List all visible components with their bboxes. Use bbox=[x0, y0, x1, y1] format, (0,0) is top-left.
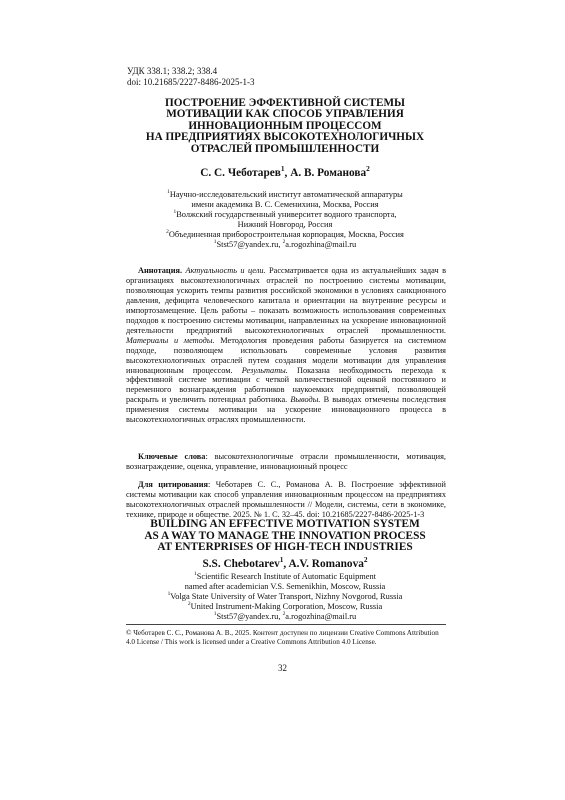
keywords-ru bbox=[126, 452, 446, 472]
email-link[interactable]: Stst57@yandex.ru bbox=[216, 239, 279, 249]
abstract-text: Показана необходимость перехода к эффективной системе мотивации с четкой количественной оценкой постоянного и переменного вознаграждения работников наукоемких предприятий, позволяющей раскрыть и увеличить потенциал работника. bbox=[126, 365, 446, 405]
authors-ru bbox=[120, 164, 450, 179]
affiliation-mark: 1 bbox=[167, 189, 170, 196]
email-mark: 2 bbox=[282, 238, 286, 245]
abstract-text: Рассматривается одна из актуальнейших задач в организациях высокотехнологичных отраслей по построению системы мотивации, позволяющая ускорить темпы развития российской экономики в условиях санкционного давления, дефицита человеческого капитала и ориентации на внутренние ресурсы и импортозамещение. Цель работы – показать возможность использования современных подходов к построению системы мотивации, направленных на ускорение инновационной деятельности предприятий высокотехнологичных отраслей промышленности. bbox=[126, 266, 446, 335]
citation-ru bbox=[126, 480, 446, 520]
author-name: S.S. Chebotarev bbox=[202, 558, 280, 570]
author-separator: , bbox=[283, 558, 289, 570]
title-ru-line: ОТРАСЛЕЙ ПРОМЫШЛЕННОСТИ bbox=[190, 142, 380, 155]
abstract-ru bbox=[126, 266, 446, 425]
affiliations-en bbox=[140, 572, 430, 622]
email-mark: 1 bbox=[213, 610, 217, 617]
affiliation-mark: 1 bbox=[167, 591, 171, 598]
affiliation-line bbox=[140, 592, 430, 602]
email-link[interactable]: Stst57@yandex.ru bbox=[216, 611, 279, 621]
doi: doi: 10.21685/2227-8486-2025-1-3 bbox=[127, 76, 255, 87]
affiliation-text: имени академика В. С. Семенихина, Москва, Россия bbox=[191, 199, 379, 209]
abstract-section-label: Результаты. bbox=[241, 365, 288, 375]
affiliation-mark: 1 bbox=[173, 209, 177, 216]
affiliations-ru bbox=[140, 190, 430, 249]
license-note: © Чеботарев С. С., Романова А. В., 2025. Контент доступен по лицензии Creative Commons Attribution 4.0 License / This work is licensed under a Creative Commons Attribution 4.0 License. bbox=[126, 629, 439, 647]
affiliation-text: United Instrument-Making Corporation, Moscow, Russia bbox=[190, 601, 383, 611]
affiliation-mark: 1 bbox=[193, 571, 197, 578]
citation-label: Для цитирования bbox=[138, 480, 208, 489]
email-link[interactable]: a.rogozhina@mail.ru bbox=[285, 611, 357, 621]
authors-en bbox=[120, 555, 450, 570]
affiliation-text: named after academician V.S. Semenikhin, Moscow, Russia bbox=[184, 581, 386, 591]
title-en-line: AS A WAY TO MANAGE THE INNOVATION PROCESS bbox=[144, 529, 426, 542]
title-ru-line: МОТИВАЦИИ КАК СПОСОБ УПРАВЛЕНИЯ bbox=[166, 108, 404, 121]
affiliation-line bbox=[140, 200, 430, 210]
title-en-line: AT ENTERPRISES OF HIGH-TECH INDUSTRIES bbox=[157, 541, 413, 554]
affiliation-line bbox=[140, 220, 430, 230]
affiliation-text: Volga State University of Water Transport, Nizhny Novgorod, Russia bbox=[170, 591, 403, 601]
author-affiliation-mark: 2 bbox=[363, 555, 368, 565]
page-number: 32 bbox=[278, 663, 287, 673]
article-identifiers bbox=[127, 66, 255, 87]
affiliation-mark: 2 bbox=[187, 600, 191, 607]
email-link[interactable]: a.rogozhina@mail.ru bbox=[285, 239, 357, 249]
abstract-text: Методология проведения работы базируется на системном подходе, позволяющем использовать современные условия развития высокотехнологичных отраслей путем создания модели мотивации для управления инновационным процессом. bbox=[126, 335, 446, 375]
affiliation-text: Научно-исследовательский институт автоматической аппаратуры bbox=[169, 190, 403, 199]
author-affiliation-mark: 1 bbox=[279, 555, 284, 565]
title-ru-line: ПОСТРОЕНИЕ ЭФФЕКТИВНОЙ СИСТЕМЫ bbox=[165, 97, 405, 109]
title-en bbox=[120, 519, 450, 554]
author-name: А. В. Романова bbox=[290, 167, 367, 179]
title-en-line: BUILDING AN EFFECTIVE MOTIVATION SYSTEM bbox=[150, 518, 420, 530]
affiliation-text: Объединенная приборостроительная корпорация, Москва, Россия bbox=[168, 229, 404, 239]
abstract-section-label: Выводы. bbox=[290, 395, 321, 405]
affiliation-text: Волжский государственный университет водного транспорта, bbox=[176, 209, 397, 219]
title-ru bbox=[120, 98, 450, 155]
keywords-text: : высокотехнологичные отрасли промышленности, мотивация, вознаграждение, оценка, управление, инновационный процесс bbox=[126, 452, 446, 471]
abstract-section-label: Актуальность и цели. bbox=[185, 266, 266, 275]
title-ru-line: ИННОВАЦИОННЫМ ПРОЦЕССОМ bbox=[188, 119, 382, 132]
email-mark: 1 bbox=[213, 238, 217, 245]
affiliation-text: Scientific Research Institute of Automatic Equipment bbox=[196, 572, 377, 581]
abstract-text: В выводах отмечены последствия применения системы мотивации на ускорение инновационного процесса в высокотехнологичных отраслях промышленности. bbox=[126, 395, 446, 425]
keywords-label: Ключевые слова bbox=[138, 452, 206, 461]
author-name: A.V. Romanova bbox=[288, 558, 364, 570]
emails-line: $^1$Stst57@yandex.ru, $^2$a.rogozhina@mail.ru bbox=[213, 238, 357, 249]
affiliation-line bbox=[140, 210, 430, 220]
abstract-label: Аннотация. bbox=[138, 266, 183, 275]
author-separator: , bbox=[284, 167, 291, 179]
affiliation-line bbox=[140, 572, 430, 582]
email-mark: 2 bbox=[282, 610, 286, 617]
citation-text: : Чеботарев С. С., Романова А. В. Построение эффективной системы мотивации как способ управления инновационным процессом на предприятиях высокотехнологичных отраслей промышленности // Модели, системы, сети в экономике, технике, природе и обществе. 2025. № 1. С. 32–45. doi: 10.21685/2227-8486-2025-1-3 bbox=[126, 480, 446, 519]
affiliation-line bbox=[140, 190, 430, 200]
author-name: С. С. Чеботарев bbox=[200, 167, 281, 179]
abstract-section-label: Материалы и методы. bbox=[126, 335, 215, 345]
affiliation-mark: 2 bbox=[166, 228, 169, 235]
udc-code: УДК 338.1; 338.2; 338.4 bbox=[127, 66, 218, 76]
affiliation-line bbox=[140, 582, 430, 592]
author-affiliation-mark: 1 bbox=[280, 164, 285, 174]
footnote-divider bbox=[126, 624, 446, 625]
title-ru-line: НА ПРЕДПРИЯТИЯХ ВЫСОКОТЕХНОЛОГИЧНЫХ bbox=[145, 131, 425, 144]
affiliation-text: Нижний Новгород, Россия bbox=[237, 219, 333, 229]
author-affiliation-mark: 2 bbox=[366, 164, 370, 174]
emails-line: $^1$Stst57@yandex.ru, $^2$a.rogozhina@mail.ru bbox=[213, 610, 357, 621]
